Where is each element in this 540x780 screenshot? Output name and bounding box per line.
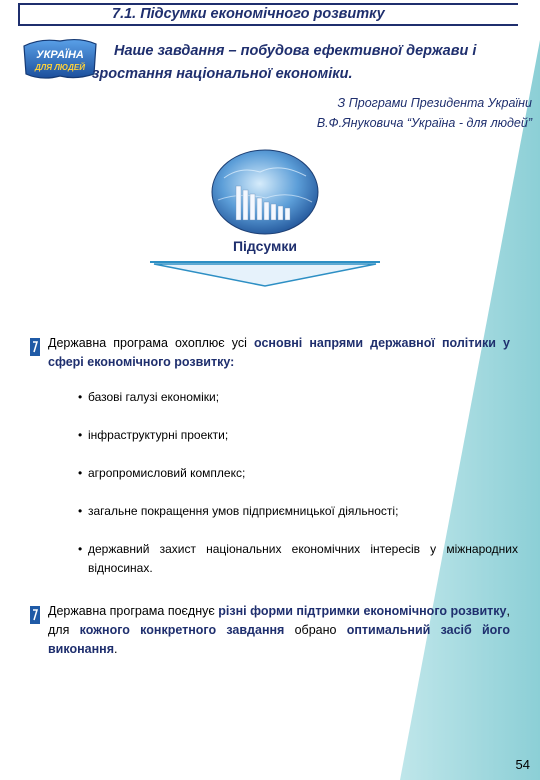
support-text-3: обрано (284, 623, 347, 637)
source-line-2: В.Ф.Януковича “Україна - для людей” (316, 116, 532, 130)
header-rule-bottom (18, 24, 518, 26)
header-frame (0, 0, 540, 30)
header-rule-left (18, 3, 20, 26)
arrow-bullet-icon (30, 606, 40, 624)
list-item: • агропромисловий комплекс; (78, 464, 518, 483)
program-scope-list (78, 388, 518, 578)
program-scope-paragraph (48, 334, 510, 372)
support-highlight-1: різні форми підтримки економічного розвитку (218, 604, 507, 618)
list-item: • інфраструктурні проекти; (78, 426, 518, 445)
page-title: 7.1. Підсумки економічного розвитку (112, 6, 385, 22)
header-rule-top (18, 3, 518, 5)
logo-line1: УКРАЇНА (36, 49, 84, 61)
page-number: 54 (515, 757, 530, 772)
support-text-2: , для (48, 604, 510, 637)
list-item: • державний захист національних економічних інтересів у міжнародних відносинах. (78, 540, 518, 578)
motto: Наше завдання – побудова ефективної держави і зростання національної економіки. (92, 43, 477, 82)
program-scope-prefix: Державна програма охоплює усі (48, 336, 254, 350)
support-highlight-2: кожного конкретного завдання (79, 623, 285, 637)
support-text-1: Державна програма поєднує (48, 604, 219, 618)
summary-arrow (150, 258, 380, 288)
logo-line2: ДЛЯ ЛЮДЕЙ (34, 63, 86, 72)
source-line-1: З Програми Президента України (337, 96, 532, 110)
economy-globe-emblem (210, 148, 320, 236)
summary-label: Підсумки (232, 238, 297, 254)
arrow-bullet-icon (30, 338, 40, 356)
support-highlight-3: оптимальний засіб його виконання (48, 623, 510, 656)
support-text-4: . (114, 642, 118, 656)
source-citation (232, 93, 532, 133)
ukraine-for-people-logo (20, 36, 100, 82)
list-item: • загальне покращення умов підприємницької діяльності; (78, 502, 518, 521)
program-scope-highlight: основні напрями державної політики у сфері економічного розвитку: (48, 336, 511, 369)
program-support-paragraph (48, 602, 510, 659)
list-item: • базові галузі економіки; (78, 388, 518, 407)
